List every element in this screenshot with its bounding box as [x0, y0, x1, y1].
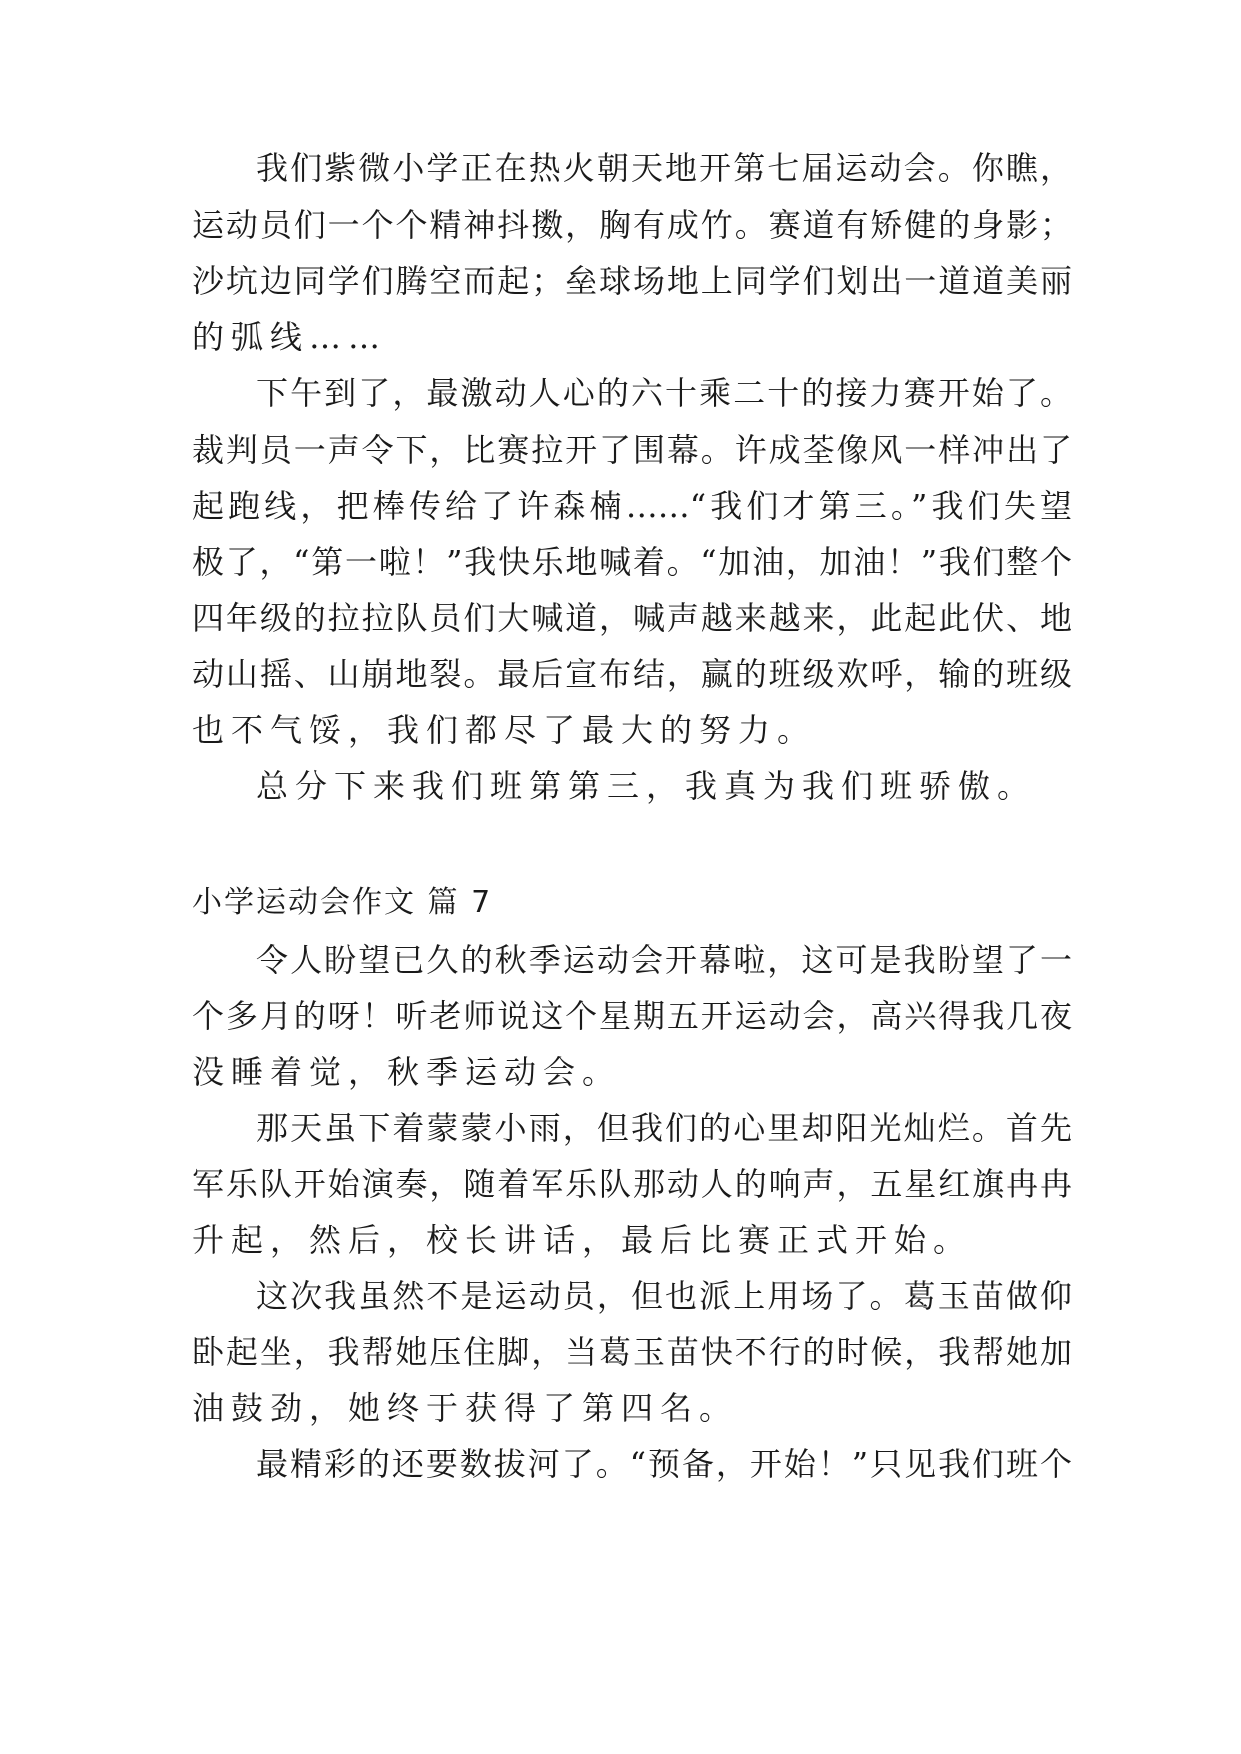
- essay-7-p2-line-2: 军乐队开始演奏，随着军乐队那动人的响声，五星红旗冉冉: [192, 1165, 1072, 1203]
- essay-6-p2-line-4: 极了，“第一啦！”我快乐地喊着。“加油，加油！”我们整个: [192, 543, 1072, 581]
- essay-6-p2-line-2: 裁判员一声令下，比赛拉开了围幕。许成荃像风一样冲出了: [192, 431, 1072, 469]
- essay-7-p4-line-1: 最精彩的还要数拔河了。“预备，开始！”只见我们班个: [256, 1445, 1072, 1483]
- essay-6-p1-line-3: 沙坑边同学们腾空而起；垒球场地上同学们划出一道道美丽: [192, 262, 1072, 300]
- essay-7-p3-line-3: 油鼓劲，她终于获得了第四名。: [192, 1389, 739, 1427]
- essay-6-p2-line-5: 四年级的拉拉队员们大喊道，喊声越来越来，此起此伏、地: [192, 599, 1072, 637]
- essay-7-p2-line-1: 那天虽下着蒙蒙小雨，但我们的心里却阳光灿烂。首先: [256, 1109, 1072, 1147]
- essay-7-p3-line-2: 卧起坐，我帮她压住脚，当葛玉苗快不行的时候，我帮她加: [192, 1333, 1072, 1371]
- essay-7-p3-line-1: 这次我虽然不是运动员，但也派上用场了。葛玉苗做仰: [256, 1277, 1072, 1315]
- essay-6-p2-line-1: 下午到了，最激动人心的六十乘二十的接力赛开始了。: [256, 374, 1072, 412]
- essay-6-p2-line-6: 动山摇、山崩地裂。最后宣布结，赢的班级欢呼，输的班级: [192, 655, 1072, 693]
- essay-6-p3-line-1: 总分下来我们班第第三，我真为我们班骄傲。: [256, 767, 1037, 805]
- essay-7-p2-line-3: 升起，然后，校长讲话，最后比赛正式开始。: [192, 1221, 973, 1259]
- essay-6-p1-line-2: 运动员们一个个精神抖擞，胸有成竹。赛道有矫健的身影；: [192, 206, 1072, 244]
- essay-7-p1-line-3: 没睡着觉，秋季运动会。: [192, 1053, 622, 1091]
- essay-6-p2-line-3: 起跑线，把棒传给了许森楠……“我们才第三。”我们失望: [192, 487, 1072, 525]
- section-heading: 小学运动会作文 篇 7: [192, 885, 493, 920]
- essay-7-p1-line-2: 个多月的呀！听老师说这个星期五开运动会，高兴得我几夜: [192, 997, 1072, 1035]
- essay-6-p2-line-7: 也不气馁，我们都尽了最大的努力。: [192, 711, 817, 749]
- essay-6-p1-line-4: 的弧线……: [192, 318, 388, 356]
- essay-6-p1-line-1: 我们紫微小学正在热火朝天地开第七届运动会。你瞧，: [256, 149, 1072, 187]
- essay-7-p1-line-1: 令人盼望已久的秋季运动会开幕啦，这可是我盼望了一: [256, 941, 1072, 979]
